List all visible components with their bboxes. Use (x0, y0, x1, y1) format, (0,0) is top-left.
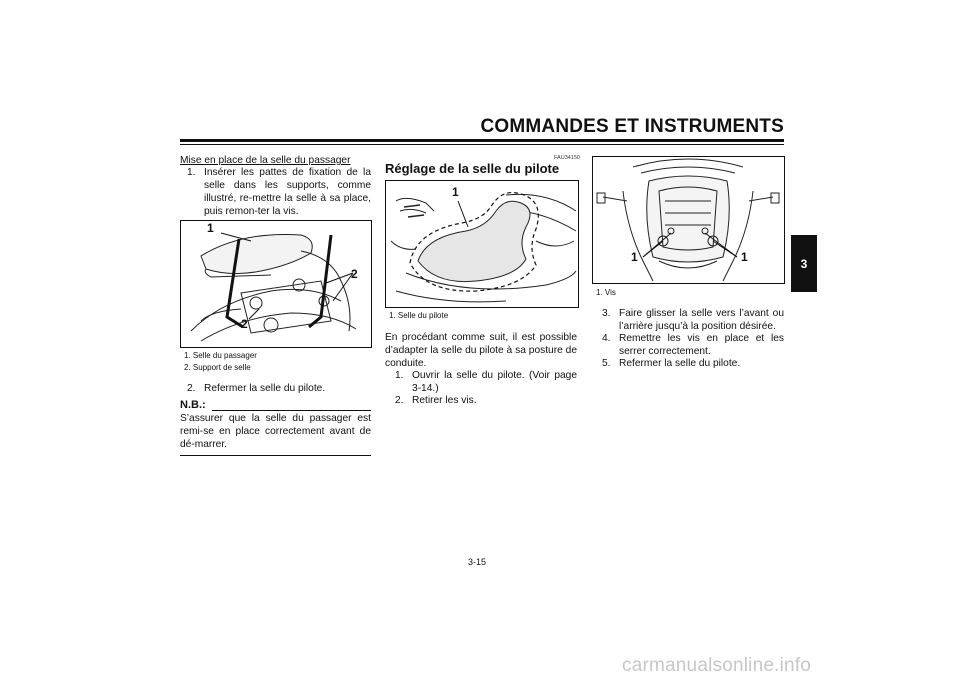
col3-step-4 (602, 332, 784, 358)
callout-1-right: 1 (741, 250, 748, 264)
page-number: 3-15 (468, 557, 487, 567)
col3-step-5 (602, 357, 784, 370)
figure-rider-seat (385, 180, 579, 308)
subtitle-passenger-seat: Mise en place de la selle du passager (180, 155, 351, 166)
nb-bottom-rule (180, 455, 371, 456)
chapter-tab: 3 (791, 235, 817, 292)
step-text: Refermer la selle du pilote. (204, 383, 326, 394)
reference-code: FAU34150 (554, 155, 580, 161)
step-number: 5. (602, 358, 611, 369)
step-number: 2. (395, 395, 404, 406)
caption-support-selle: 2. Support de selle (184, 363, 251, 372)
col2-step-2 (395, 394, 577, 407)
caption-selle-passager: 1. Selle du passager (184, 351, 257, 360)
nb-top-rule (212, 410, 371, 411)
seat-screws-illustration (593, 157, 784, 283)
callout-1: 1 (207, 221, 214, 235)
callout-2: 2 (241, 317, 248, 331)
section-heading: Réglage de la selle du pilote (385, 161, 560, 176)
figure-passenger-seat (180, 220, 372, 348)
figure-seat-screws (592, 156, 785, 284)
step-number: 1. (395, 370, 404, 381)
step-text: Ouvrir la selle du pilote. (Voir page 3-14.) (412, 370, 577, 394)
col1-step-1 (187, 166, 371, 218)
col1-step-2 (187, 382, 371, 395)
step-number: 3. (602, 308, 611, 319)
step-text: Retirer les vis. (412, 395, 477, 406)
step-text: Refermer la selle du pilote. (619, 358, 741, 369)
step-number: 2. (187, 383, 196, 394)
watermark: carmanualsonline.info (622, 655, 812, 676)
page-title: COMMANDES ET INSTRUMENTS (480, 116, 784, 137)
callout-2: 2 (351, 267, 358, 281)
step-number: 4. (602, 333, 611, 344)
step-text: Insérer les pattes de fixation de la selle dans les supports, comme illustré, re-mettre la selle à sa place, puis remon-ter la vis. (204, 167, 371, 217)
nb-title: N.B.: (180, 399, 206, 411)
callout-1-left: 1 (631, 250, 638, 264)
step-text: Faire glisser la selle vers l’avant ou l’arrière jusqu’à la position désirée. (619, 308, 784, 332)
caption-vis: 1. Vis (596, 288, 616, 297)
rider-seat-illustration (386, 181, 578, 307)
header-rule (180, 139, 784, 142)
caption-selle-pilote: 1. Selle du pilote (389, 311, 449, 320)
nb-text: S’assurer que la selle du passager est remi-se en place correctement avant de dé-marrer. (180, 413, 371, 450)
col3-step-3 (602, 307, 784, 333)
col2-step-1 (395, 369, 577, 395)
intro-paragraph: En procédant comme suit, il est possible d’adapter la selle du pilote à sa posture de conduite. (385, 332, 577, 369)
callout-1: 1 (452, 185, 459, 199)
header-rule-thin (180, 144, 784, 145)
step-text: Remettre les vis en place et les serrer correctement. (619, 333, 784, 357)
passenger-seat-illustration (181, 221, 371, 347)
step-number: 1. (187, 167, 196, 178)
